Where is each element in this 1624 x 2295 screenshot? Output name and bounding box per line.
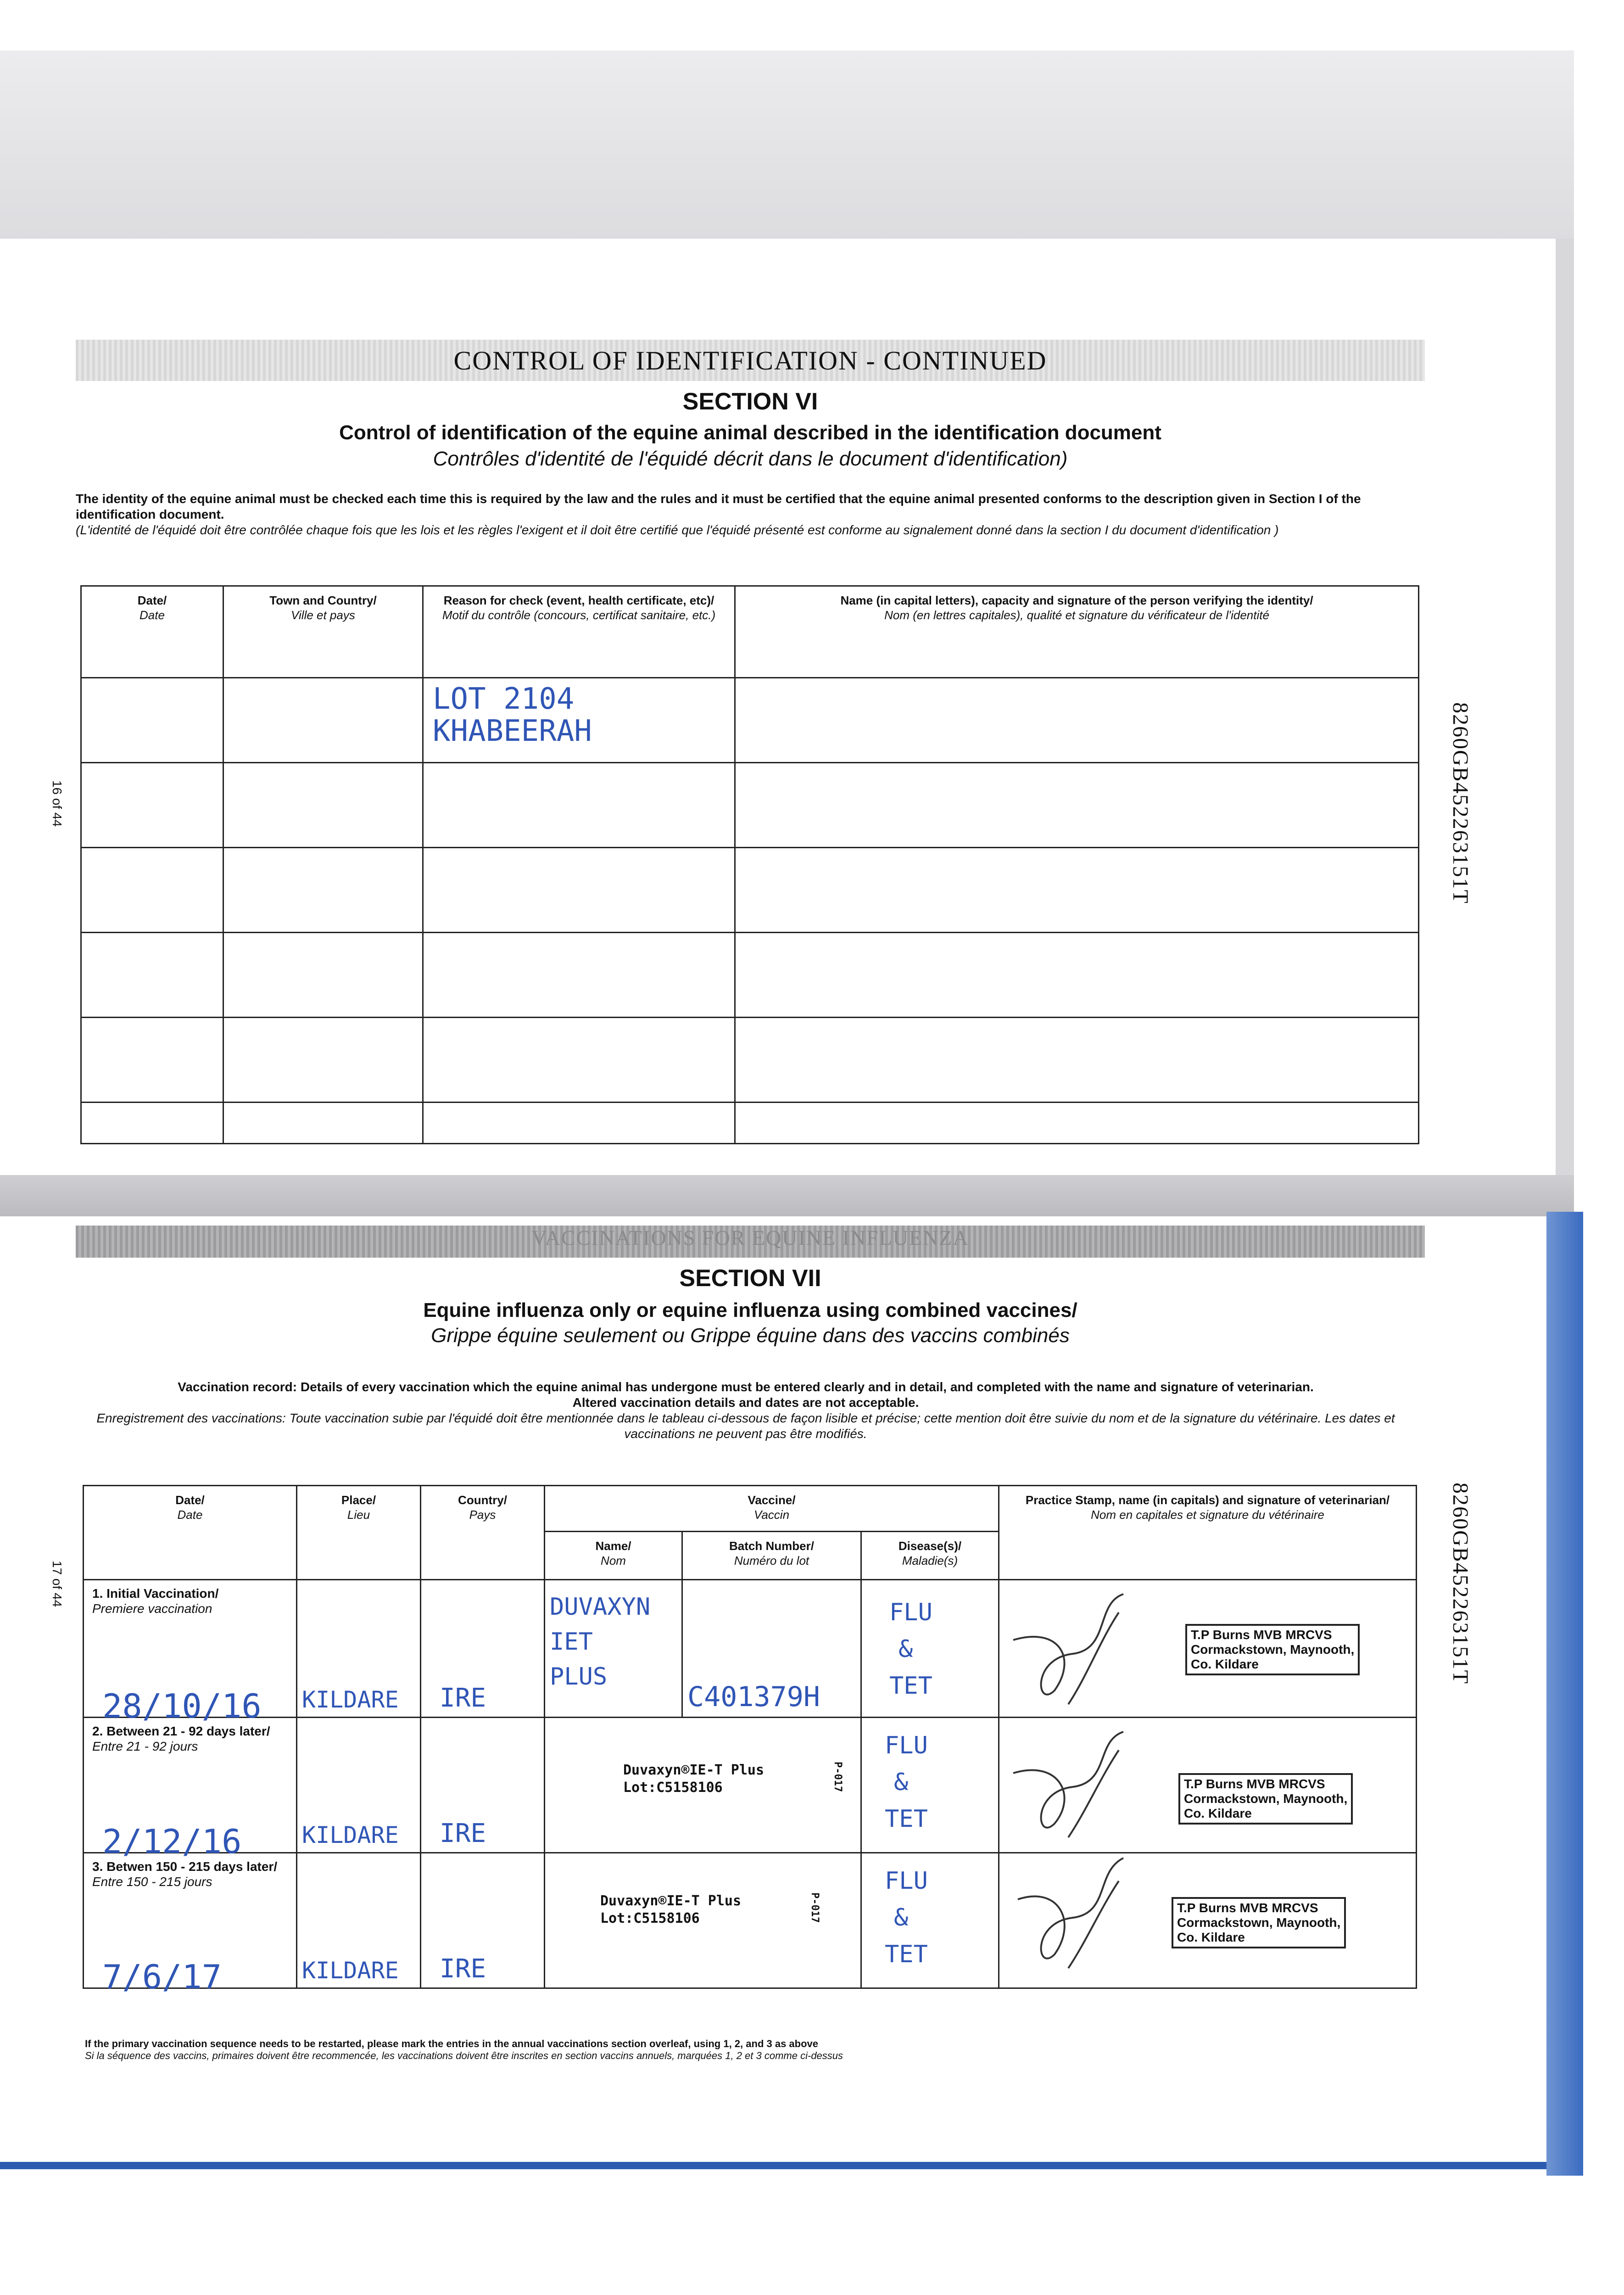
row1-label-fr: Premiere vaccination (92, 1601, 212, 1616)
section-vi-intro-en: The identity of the equine animal must be checked each time this is required by the law and the rules and it must be certified that the equine animal presented conforms to the description given in Section I of the identification document. (76, 492, 1361, 521)
row2-vaccine-cell (545, 1718, 861, 1853)
vet-signature (1004, 1723, 1197, 1851)
row1-name-l3: PLUS (550, 1663, 608, 1690)
vet-stamp-line1: T.P Burns MVB MRCVS (1184, 1777, 1325, 1791)
col-header-reason (423, 586, 735, 678)
vet-stamp-line2: Cormackstown, Maynooth, (1191, 1642, 1355, 1657)
vcol-stamp (999, 1486, 1417, 1580)
page-fold-shadow (0, 1175, 1574, 1221)
row1-disease-l1: FLU (889, 1599, 932, 1626)
row1-name-cell (545, 1580, 682, 1718)
row2-date-cell (84, 1718, 297, 1861)
vet-signature (1004, 1585, 1197, 1713)
record-en-1: Vaccination record: Details of every vaccination which the equine animal has undergone must be entered clearly and in detail, and completed with the name and signature of veterinarian. (178, 1380, 1314, 1394)
vaccination-table (83, 1485, 1417, 1996)
section-vii-heading-en: Equine influenza only or equine influenza using combined vaccines/ (423, 1299, 1077, 1321)
row3-disease (885, 1863, 928, 1973)
col-header-town-en: Town and Country/ (269, 593, 377, 607)
row2-stamp-code: P-017 (832, 1762, 843, 1792)
row3-label-en: 3. Betwen 150 - 215 days later/ (92, 1859, 278, 1874)
reason-handwritten (424, 678, 734, 747)
section-vii-heading-fr: Grippe équine seulement ou Grippe équine dans des vaccins combinés (431, 1324, 1070, 1347)
vet-stamp-line3: Co. Kildare (1184, 1806, 1252, 1820)
vcol-vaccine-fr: Vaccin (753, 1508, 790, 1522)
row2-label-en: 2. Between 21 - 92 days later/ (92, 1724, 270, 1738)
section-vi-band-title: CONTROL OF IDENTIFICATION - CONTINUED (453, 346, 1047, 375)
row2-country-cell (421, 1718, 545, 1853)
row1-name-l1: DUVAXYN (550, 1593, 651, 1621)
vcol-vaccine-en: Vaccine/ (748, 1493, 796, 1507)
table-row (81, 1018, 1419, 1103)
table-row (84, 1718, 1417, 1853)
table-row (84, 1853, 1417, 1988)
vcol-batch-en: Batch Number/ (729, 1539, 814, 1553)
vcol-batch-fr: Numéro du lot (734, 1554, 809, 1567)
table-row (81, 678, 1419, 763)
section-vi-heading-fr: Contrôles d'identité de l'équidé décrit dans le document d'identification) (433, 448, 1068, 470)
vet-stamp-line2: Cormackstown, Maynooth, (1177, 1915, 1341, 1930)
passport-cover-edge (1546, 1212, 1583, 2176)
vcol-vaccine (545, 1486, 999, 1532)
col-header-date-en: Date/ (137, 593, 167, 607)
row1-place: KILDARE (302, 1686, 399, 1713)
row3-stamp-cell (999, 1853, 1417, 1988)
vet-signature (1004, 1853, 1197, 1982)
row2-disease-cell (861, 1718, 999, 1853)
row1-disease-l3: TET (889, 1672, 932, 1700)
identity-check-table (80, 585, 1419, 1144)
footnote-en: If the primary vaccination sequence needs to be restarted, please mark the entries in the annual vaccinations section overleaf, using 1, 2, and 3 as above (85, 2038, 819, 2049)
row2-disease-l1: FLU (885, 1732, 928, 1759)
vcol-place-en: Place/ (341, 1493, 376, 1507)
vet-stamp-line1: T.P Burns MVB MRCVS (1191, 1628, 1332, 1642)
vcol-stamp-en: Practice Stamp, name (in capitals) and signature of veterinarian/ (1025, 1493, 1390, 1507)
row3-vaccine-cell (545, 1853, 861, 1988)
row1-vaccine-name (550, 1590, 650, 1694)
row3-disease-cell (861, 1853, 999, 1988)
col-header-date (81, 586, 223, 678)
vcol-place-fr: Lieu (347, 1508, 370, 1522)
page-number-16: 16 of 44 (50, 780, 64, 827)
row1-country-cell (421, 1580, 545, 1718)
row3-place-cell (297, 1853, 421, 1988)
vcol-country-fr: Pays (469, 1508, 496, 1522)
vcol-stamp-fr: Nom en capitales et signature du vétérinaire (1091, 1508, 1324, 1522)
vcol-date-en: Date/ (175, 1493, 205, 1507)
table-row (84, 1580, 1417, 1718)
col-header-verifier-fr: Nom (en lettres capitales), qualité et signature du vérificateur de l'identité (884, 608, 1269, 622)
col-header-verifier-en: Name (in capital letters), capacity and signature of the person verifying the identity/ (840, 593, 1313, 607)
vcol-name (545, 1532, 682, 1580)
col-header-reason-fr: Motif du contrôle (concours, certificat sanitaire, etc.) (442, 608, 716, 622)
row2-disease (885, 1727, 928, 1837)
vcol-name-fr: Nom (601, 1554, 626, 1567)
record-fr: Enregistrement des vaccinations: Toute vaccination subie par l'équidé doit être mentionnée dans le tableau ci-dessous de façon lisible et précise; cette mention doit être suivie du nom et de la signature du vétérinaire. Les dates et vaccinations ne peuvent pas être modifiés. (96, 1411, 1395, 1441)
row2-disease-l2: & (894, 1769, 909, 1796)
vcol-batch (682, 1532, 861, 1580)
section-vii-footnote (85, 2038, 1416, 2062)
vet-stamp-line3: Co. Kildare (1177, 1930, 1245, 1944)
row1-name-l2: IET (550, 1628, 593, 1656)
reason-line-1: LOT 2104 (433, 682, 575, 716)
section-vi-intro-fr: (L'identité de l'équidé doit être contrôlée chaque fois que les lois et les règles l'exigent et il doit être certifié que l'équidé présenté est conforme au signalement donné dans la section I du document d'identification ) (76, 523, 1279, 537)
cell-verifier (735, 678, 1419, 763)
row2-place: KILDARE (302, 1822, 399, 1848)
section-vii-record-text (80, 1379, 1411, 1442)
row3-stamp-line2: Lot:C5158106 (600, 1910, 700, 1926)
col-header-town (223, 586, 423, 678)
vet-stamp (1172, 1897, 1346, 1948)
cell-date (81, 678, 223, 763)
row2-stamp-line1: Duvaxyn®IE-T Plus (623, 1762, 765, 1778)
row3-disease-l2: & (894, 1904, 909, 1931)
row3-vaccine-stamp (600, 1892, 741, 1927)
row2-date: 2/12/16 (102, 1822, 242, 1861)
row2-stamp-cell (999, 1718, 1417, 1853)
section-vi-heading-en: Control of identification of the equine animal described in the identification document (339, 421, 1161, 444)
table-row (81, 848, 1419, 933)
vcol-disease (861, 1532, 999, 1580)
row1-country: IRE (440, 1683, 486, 1713)
vcol-country-en: Country/ (458, 1493, 507, 1507)
col-header-town-fr: Ville et pays (291, 608, 355, 622)
row1-date-cell (84, 1580, 297, 1725)
vcol-date (84, 1486, 297, 1580)
row3-country-cell (421, 1853, 545, 1988)
col-header-date-fr: Date (140, 608, 165, 622)
row2-place-cell (297, 1718, 421, 1853)
row1-date: 28/10/16 (102, 1687, 262, 1725)
table-row (81, 1103, 1419, 1144)
row3-label-fr: Entre 150 - 215 jours (92, 1875, 212, 1889)
side-passport-id-1: 8260GB452263151T (1448, 702, 1473, 904)
record-en-2: Altered vaccination details and dates are not acceptable. (572, 1395, 919, 1410)
table-row (81, 933, 1419, 1018)
scan-background-top (0, 50, 1574, 243)
side-passport-id-2: 8260GB452263151T (1448, 1483, 1473, 1685)
row3-disease-l3: TET (885, 1941, 928, 1968)
section-vii-label: SECTION VII (679, 1265, 821, 1292)
reason-line-2: KHABEERAH (433, 714, 592, 748)
row1-disease (889, 1594, 932, 1704)
vet-stamp-line2: Cormackstown, Maynooth, (1184, 1791, 1348, 1806)
vet-stamp-line3: Co. Kildare (1191, 1657, 1259, 1671)
vcol-disease-en: Disease(s)/ (898, 1539, 962, 1553)
section-vi-intro (76, 491, 1406, 538)
row3-place: KILDARE (302, 1957, 399, 1984)
row1-disease-l2: & (899, 1635, 913, 1663)
footnote-fr: Si la séquence des vaccins, primaires doivent être recommencée, les vaccinations doivent être inscrites en section vaccins annuels, marquées 1, 2 et 3 comme ci-dessus (85, 2050, 843, 2061)
row2-disease-l3: TET (885, 1805, 928, 1833)
page-number-17: 17 of 44 (50, 1561, 64, 1607)
row2-country: IRE (440, 1819, 486, 1848)
cell-town (223, 678, 423, 763)
row3-disease-l1: FLU (885, 1867, 928, 1895)
vcol-disease-fr: Maladie(s) (902, 1554, 958, 1567)
section-vii-band-title: VACCINATIONS FOR EQUINE INFLUENZA (531, 1226, 969, 1249)
row3-stamp-line1: Duvaxyn®IE-T Plus (600, 1893, 742, 1909)
row1-label-en: 1. Initial Vaccination/ (92, 1586, 219, 1601)
row1-batch: C401379H (687, 1681, 820, 1713)
row1-disease-cell (861, 1580, 999, 1718)
row3-date-cell (84, 1853, 297, 1996)
row2-stamp-line2: Lot:C5158106 (623, 1780, 723, 1796)
row3-country: IRE (440, 1954, 486, 1984)
row2-label-fr: Entre 21 - 92 jours (92, 1739, 198, 1753)
col-header-verifier (735, 586, 1419, 678)
vet-stamp (1178, 1773, 1353, 1825)
row3-stamp-code: P-017 (809, 1892, 820, 1923)
col-header-reason-en: Reason for check (event, health certificate, etc)/ (443, 593, 714, 607)
vet-stamp (1185, 1624, 1360, 1675)
vcol-date-fr: Date (177, 1508, 203, 1522)
row3-date: 7/6/17 (102, 1958, 222, 1996)
row1-place-cell (297, 1580, 421, 1718)
vcol-name-en: Name/ (595, 1539, 631, 1553)
section-vi-label: SECTION VI (682, 388, 818, 415)
vcol-country (421, 1486, 545, 1580)
row1-stamp-cell (999, 1580, 1417, 1718)
row1-batch-cell (682, 1580, 861, 1718)
row2-vaccine-stamp (623, 1762, 764, 1797)
vcol-place (297, 1486, 421, 1580)
cell-reason (423, 678, 735, 763)
table-row (81, 763, 1419, 848)
vet-stamp-line1: T.P Burns MVB MRCVS (1177, 1901, 1318, 1915)
